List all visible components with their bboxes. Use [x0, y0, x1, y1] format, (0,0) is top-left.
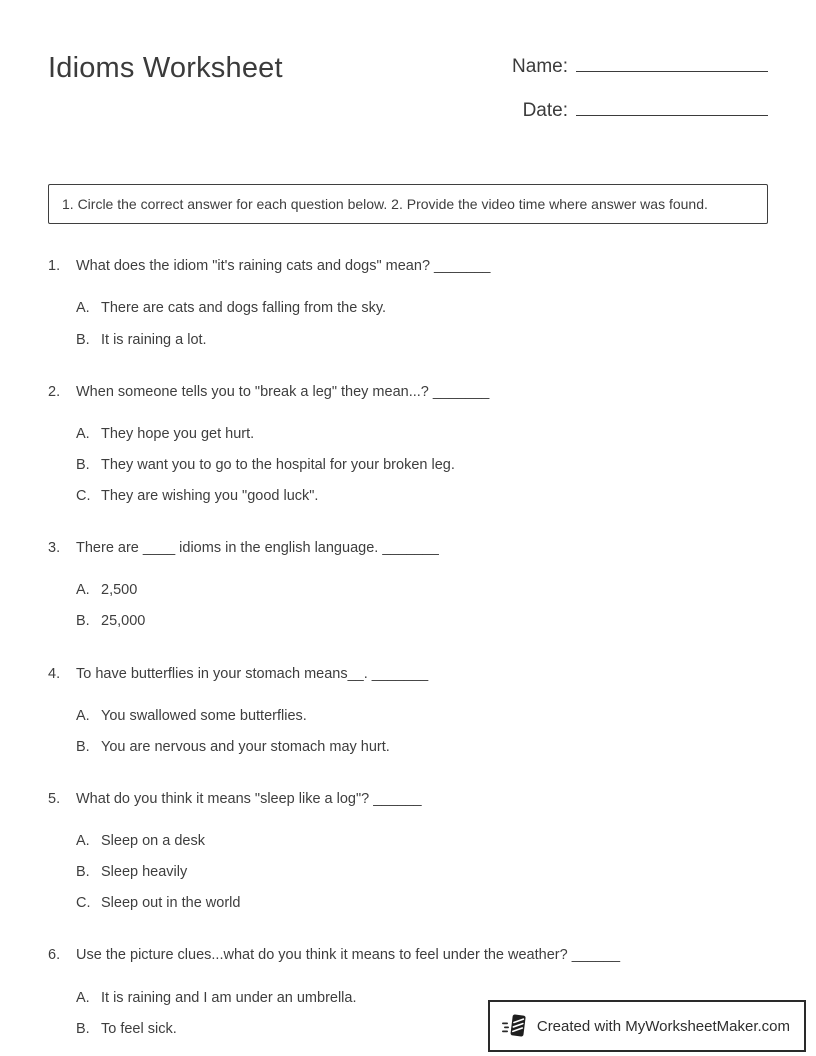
- option-b: [76, 456, 768, 474]
- option-a: [76, 707, 768, 725]
- question-row: [48, 790, 768, 808]
- option-text: 2,500: [101, 582, 138, 599]
- option-text: You are nervous and your stomach may hurt.: [101, 738, 390, 755]
- option-letter: B.: [76, 864, 90, 881]
- name-blank-line: [576, 50, 768, 72]
- question-3: [48, 539, 768, 630]
- question-4: [48, 665, 768, 756]
- options: [48, 425, 768, 505]
- option-text: They are wishing you "good luck".: [101, 488, 319, 505]
- option-text: Sleep on a desk: [101, 833, 205, 850]
- question-text: What do you think it means "sleep like a log"? ______: [76, 790, 422, 807]
- question-list: [48, 257, 768, 1038]
- question-row: [48, 539, 768, 557]
- option-a: [76, 581, 768, 599]
- name-date-block: [512, 48, 768, 138]
- option-letter: B.: [76, 738, 90, 755]
- option-text: It is raining a lot.: [101, 331, 207, 348]
- question-number: 3.: [48, 540, 61, 557]
- options: [48, 581, 768, 630]
- option-text: They hope you get hurt.: [101, 425, 255, 442]
- question-number: 5.: [48, 790, 61, 807]
- header: [48, 48, 768, 138]
- option-text: Sleep out in the world: [101, 895, 241, 912]
- option-text: There are cats and dogs falling from the sky.: [101, 300, 387, 317]
- question-number: 2.: [48, 383, 61, 400]
- name-field-row: [512, 50, 768, 78]
- question-number: 1.: [48, 258, 61, 275]
- option-c: [76, 894, 768, 912]
- option-letter: A.: [76, 582, 90, 599]
- page-title: Idioms Worksheet: [48, 52, 283, 84]
- option-letter: A.: [76, 989, 90, 1006]
- option-letter: B.: [76, 613, 90, 630]
- question-text: When someone tells you to "break a leg" they mean...? _______: [76, 383, 490, 400]
- footer-credit-box: [488, 1000, 806, 1052]
- worksheet-maker-logo-icon: [502, 1012, 528, 1040]
- name-label: Name:: [512, 56, 568, 77]
- option-text: They want you to go to the hospital for your broken leg.: [101, 456, 455, 473]
- option-letter: A.: [76, 707, 90, 724]
- option-b: [76, 331, 768, 349]
- question-2: [48, 383, 768, 506]
- footer-credit-text: Created with MyWorksheetMaker.com: [536, 1017, 790, 1035]
- option-letter: C.: [76, 895, 91, 912]
- question-row: [48, 383, 768, 401]
- question-text: There are ____ idioms in the english language. _______: [76, 540, 439, 557]
- date-blank-line: [576, 94, 768, 116]
- option-text: To feel sick.: [101, 1020, 177, 1037]
- option-b: [76, 738, 768, 756]
- question-1: [48, 257, 768, 348]
- option-letter: A.: [76, 425, 90, 442]
- option-text: Sleep heavily: [101, 864, 188, 881]
- options: [48, 707, 768, 756]
- instructions-box: [48, 184, 768, 224]
- option-letter: A.: [76, 833, 90, 850]
- question-row: [48, 257, 768, 275]
- question-text: To have butterflies in your stomach means__. _______: [76, 665, 429, 682]
- date-label: Date:: [522, 100, 568, 121]
- option-a: [76, 425, 768, 443]
- question-5: [48, 790, 768, 913]
- option-text: You swallowed some butterflies.: [101, 707, 307, 724]
- option-text: 25,000: [101, 613, 146, 630]
- option-letter: B.: [76, 331, 90, 348]
- date-field-row: [512, 94, 768, 122]
- option-letter: B.: [76, 456, 90, 473]
- instructions-text: 1. Circle the correct answer for each question below. 2. Provide the video time where answer was found.: [62, 196, 708, 212]
- question-row: [48, 665, 768, 683]
- option-text: It is raining and I am under an umbrella.: [101, 989, 357, 1006]
- question-number: 4.: [48, 665, 61, 682]
- question-row: [48, 946, 768, 964]
- option-letter: C.: [76, 488, 91, 505]
- option-b: [76, 612, 768, 630]
- option-letter: A.: [76, 300, 90, 317]
- option-c: [76, 487, 768, 505]
- question-text: Use the picture clues...what do you think it means to feel under the weather? ______: [76, 947, 621, 964]
- question-number: 6.: [48, 947, 61, 964]
- option-a: [76, 299, 768, 317]
- question-text: What does the idiom "it's raining cats and dogs" mean? _______: [76, 258, 491, 275]
- option-b: [76, 863, 768, 881]
- options: [48, 832, 768, 912]
- option-a: [76, 832, 768, 850]
- options: [48, 299, 768, 348]
- option-letter: B.: [76, 1020, 90, 1037]
